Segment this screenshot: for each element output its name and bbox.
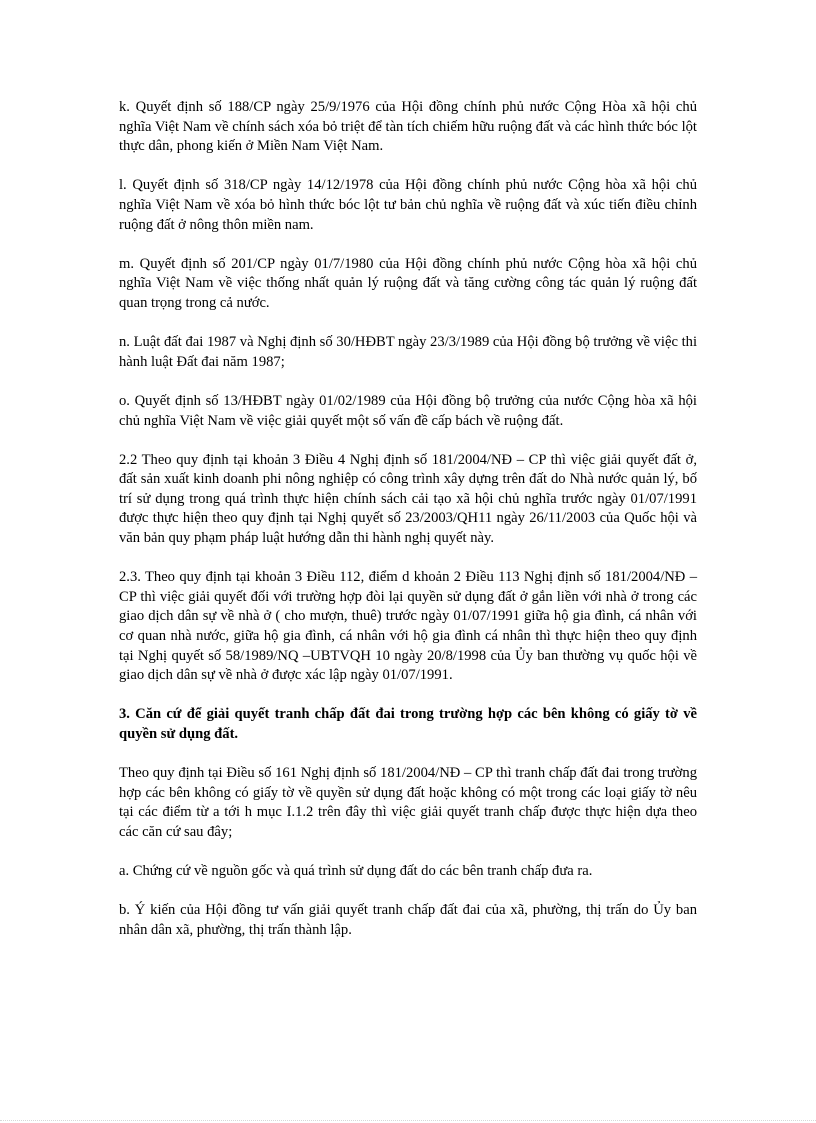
paragraph-section-3-intro: Theo quy định tại Điều số 161 Nghị định số 181/2004/NĐ – CP thì tranh chấp đất đai trong trường hợp các bên không có giấy tờ về quyền sử dụng đất hoặc không có một trong các loại giấy tờ nêu tại các điểm từ a tới h mục I.1.2 trên đây thì việc giải quyết tranh chấp được thực hiện dựa theo các căn cứ sau đây; (119, 765, 697, 840)
page-bottom-divider (0, 1120, 816, 1121)
paragraph-b: b. Ý kiến của Hội đồng tư vấn giải quyết tranh chấp đất đai của xã, phường, thị trấn do Ủy ban nhân dân xã, phường, thị trấn thành lập. (119, 902, 697, 938)
paragraph-n: n. Luật đất đai 1987 và Nghị định số 30/HĐBT ngày 23/3/1989 của Hội đồng bộ trưởng về việc thi hành luật Đất đai năm 1987; (119, 334, 697, 370)
paragraph-l: l. Quyết định số 318/CP ngày 14/12/1978 của Hội đồng chính phủ nước Cộng hòa xã hội chủ nghĩa Việt Nam về xóa bỏ hình thức bóc lột tư bản chủ nghĩa về ruộng đất và xúc tiến điều chỉnh ruộng đất ở nông thôn miền nam. (119, 177, 697, 233)
paragraph-m: m. Quyết định số 201/CP ngày 01/7/1980 của Hội đồng chính phủ nước Cộng hòa xã hội chủ nghĩa Việt Nam về việc thống nhất quản lý ruộng đất và tăng cường công tác quản lý ruộng đất quan trọng trong cả nước. (119, 255, 697, 311)
paragraph-o: o. Quyết định số 13/HĐBT ngày 01/02/1989 của Hội đồng bộ trưởng của nước Cộng hòa xã hội chủ nghĩa Việt Nam về việc giải quyết một số vấn đề cấp bách về ruộng đất. (119, 392, 697, 429)
paragraph-2-3: 2.3. Theo quy định tại khoản 3 Điều 112, điểm d khoản 2 Điều 113 Nghị định số 181/2004/NĐ – CP thì việc giải quyết đối với trường hợp đòi lại quyền sử dụng đất ở gắn liền với nhà ở trong các giao dịch dân sự về nhà ở ( cho mượn, thuê) trước ngày 01/07/1991 giữa hộ gia đình, cá nhân với cơ quan nhà nước, giữa hộ gia đình, cá nhân với hộ gia đình cá nhân thì thực hiện theo quy định tại Nghị quyết số 58/1989/NQ –UBTVQH 10 ngày 20/8/1998 của Ủy ban thường vụ quốc hội về giao dịch dân sự về nhà ở được xác lập ngày 01/07/1991. (119, 569, 697, 684)
paragraph-k: k. Quyết định số 188/CP ngày 25/9/1976 của Hội đồng chính phủ nước Cộng Hòa xã hội chủ nghĩa Việt Nam về chính sách xóa bỏ triệt để tàn tích chiếm hữu ruộng đất và các hình thức bóc lột thực dân, phong kiến ở Miền Nam Việt Nam. (119, 99, 697, 155)
paragraph-2-2: 2.2 Theo quy định tại khoản 3 Điều 4 Nghị định số 181/2004/NĐ – CP thì việc giải quyết đất ở, đất sản xuất kinh doanh phi nông nghiệp có công trình xây dựng trên đất do Nhà nước quản lý, bố trí sử dụng trong quá trình thực hiện chính sách cải tạo xã hội chủ nghĩa trước ngày 01/07/1991 được thực hiện theo quy định tại Nghị quyết số 23/2003/QH11 ngày 26/11/2003 của Quốc hội và văn bản quy phạm pháp luật hướng dẫn thi hành nghị quyết này. (119, 451, 697, 547)
paragraph-a: a. Chứng cứ về nguồn gốc và quá trình sử dụng đất do các bên tranh chấp đưa ra. (119, 863, 593, 880)
document-page (119, 98, 697, 960)
section-heading-3: 3. Căn cứ để giải quyết tranh chấp đất đai trong trường hợp các bên không có giấy tờ về quyền sử dụng đất. (119, 706, 697, 742)
